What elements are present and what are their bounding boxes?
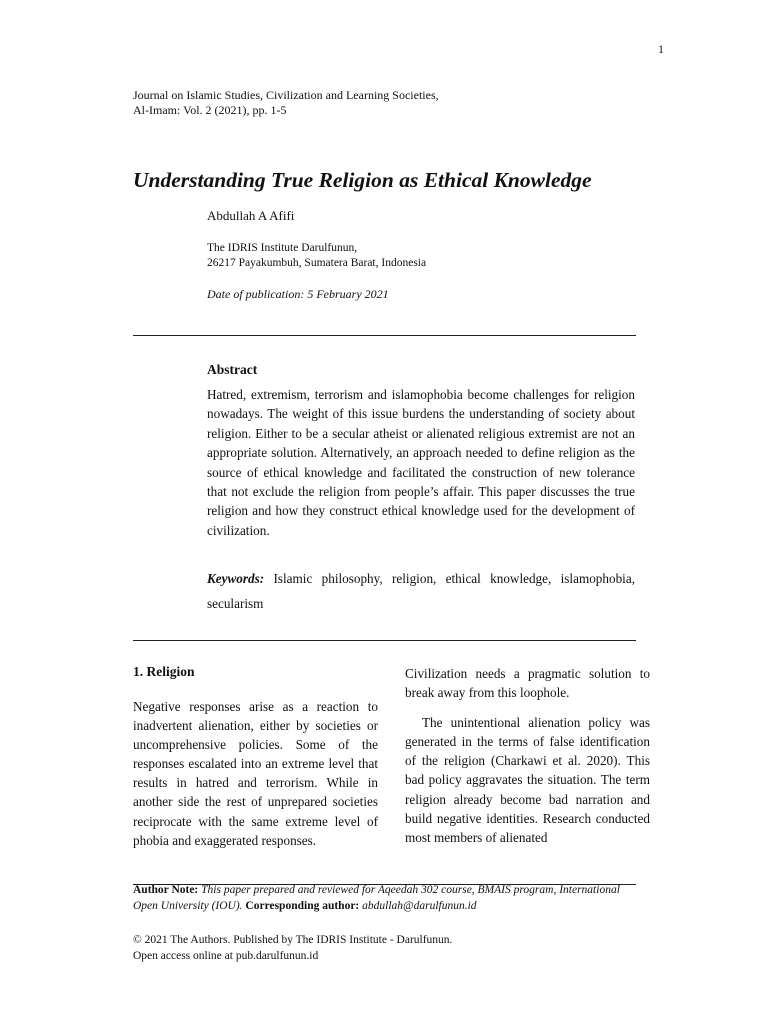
journal-volume: Al-Imam: Vol. 2 (2021), pp. 1-5 [133, 103, 287, 117]
affiliation-institute: The IDRIS Institute Darulfunun, [207, 242, 358, 254]
abstract-body: Hatred, extremism, terrorism and islamophobia become challenges for religion nowadays. The weight of this issue burdens the understanding of society about religion. Either to be a secular atheist or alienated religious extremist are not an appropriate solution. Alternatively, an approach needed to define religion as the source of ethical knowledge and facilitated the construction of new tolerance that not exclude the religion from people’s affair. This paper discusses the true religion and how they construct ethical knowledge used for the development of civilization. [207, 387, 635, 538]
corresponding-author-email: abdullah@darulfunun.id [359, 900, 477, 912]
keywords [207, 566, 635, 616]
affiliation-address: 26217 Payakumbuh, Sumatera Barat, Indonesia [207, 257, 427, 269]
divider-bottom [133, 640, 636, 641]
author-affiliation [207, 241, 426, 271]
copyright-notice [133, 932, 452, 964]
keywords-label: Keywords: [207, 571, 265, 586]
page-number: 1 [658, 42, 664, 56]
corresponding-author-label: Corresponding author: [245, 900, 360, 912]
author-note-text: This paper prepared and reviewed for Aqeedah 302 course, BMAIS program, International Open University (IOU). [133, 884, 620, 912]
body-paragraph: The unintentional alienation policy was generated in the terms of false identification of the religion (Charkawi et al. 2020). This bad policy aggravates the situation. The term religion already become bad narration and build negative identities. Research conducted most members of alienated [405, 715, 650, 845]
author-note-label: Author Note: [133, 884, 199, 896]
section-heading: 1. Religion [133, 664, 195, 679]
author-note [133, 882, 636, 914]
divider-top [133, 335, 636, 336]
journal-name: Journal on Islamic Studies, Civilization and Learning Societies, [133, 88, 439, 102]
body-paragraph: Civilization needs a pragmatic solution to break away from this loophole. [405, 666, 650, 701]
column-right [405, 664, 650, 847]
column-left [133, 697, 378, 850]
author-name: Abdullah A Afifi [207, 208, 295, 223]
body-paragraph: Negative responses arise as a reaction to inadvertent alienation, either by societies or uncomprehensive policies. Some of the responses escalated into an extreme level that results in hatred and terrorism. While in another side the rest of unprepared societies reciprocate with the same extreme level of phobia and exaggerated responses. [133, 699, 378, 848]
open-access-line: Open access online at pub.darulfunun.id [133, 950, 319, 962]
journal-header [133, 88, 439, 118]
copyright-line: © 2021 The Authors. Published by The IDRIS Institute - Darulfunun. [133, 934, 453, 946]
abstract-heading: Abstract [207, 362, 258, 377]
keywords-text: Islamic philosophy, religion, ethical knowledge, islamophobia, secularism [207, 571, 635, 611]
publication-date: Date of publication: 5 February 2021 [207, 287, 389, 301]
paper-title: Understanding True Religion as Ethical Knowledge [133, 168, 592, 192]
